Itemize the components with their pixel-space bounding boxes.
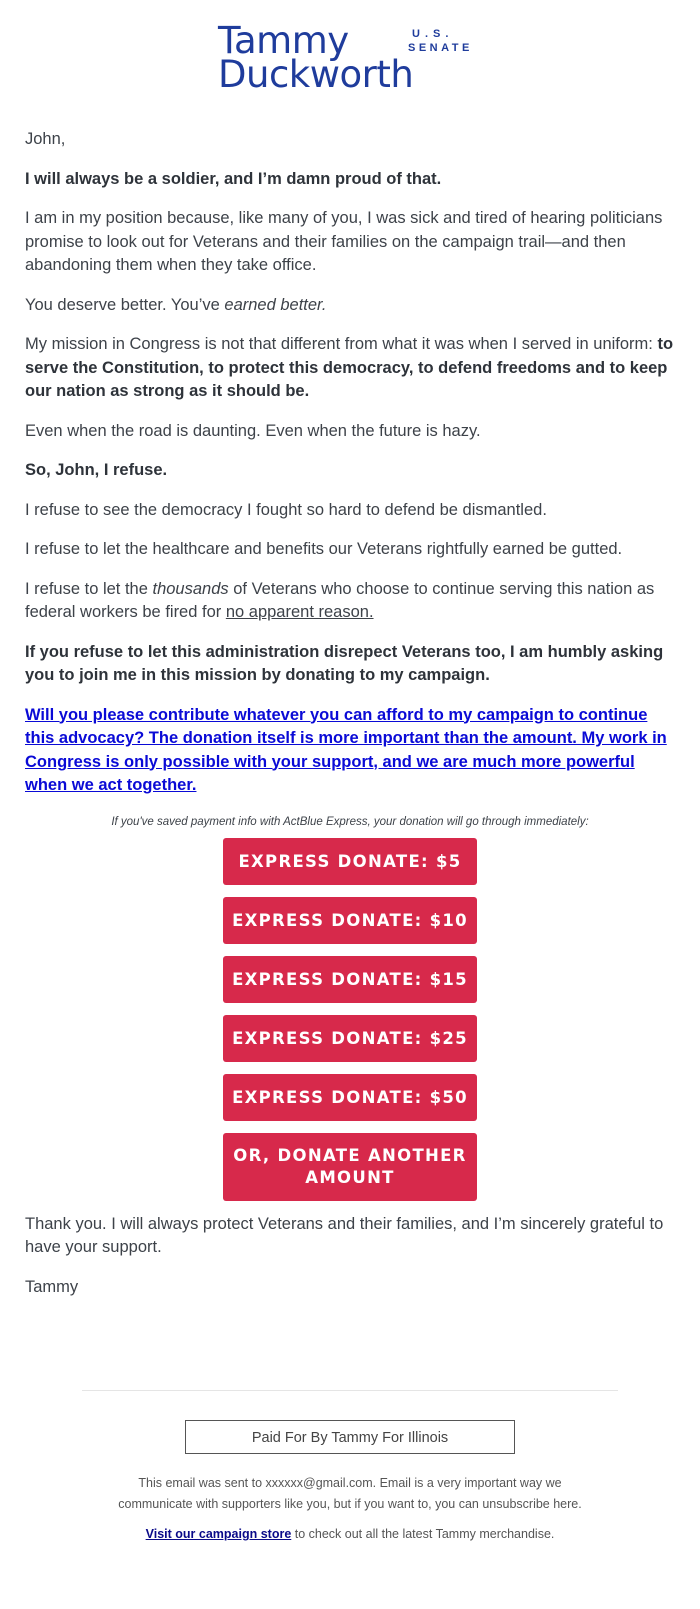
campaign-logo [0,19,700,96]
paragraph-appeal [25,704,675,798]
paragraph-mission [25,333,675,404]
greeting: John, [25,130,66,148]
express-donate-10-button[interactable]: EXPRESS DONATE: $10 [223,897,477,944]
express-donate-50-button[interactable]: EXPRESS DONATE: $50 [223,1074,477,1121]
mission-bold: to serve the Constitution, to protect this democracy, to defend freedoms and to keep our nation as strong as it should be. [25,335,674,400]
paragraph-refuse-healthcare: I refuse to let the healthcare and benefits our Veterans rightfully earned be gutted. [25,540,623,558]
footer-divider [82,1390,618,1391]
deserve-text: You deserve better. You’ve [25,295,225,314]
sent-to-line-1: This email was sent to xxxxxx@gmail.com. Email is a very important way we [138,1476,562,1490]
paragraph-deserve [25,294,675,318]
express-note: If you've saved payment info with ActBlue Express, your donation will go through immediately: [111,815,589,828]
mission-text: My mission in Congress is not that different from what it was when I served in uniform: [25,335,658,353]
paragraph-thanks: Thank you. I will always protect Veterans and their families, and I’m sincerely grateful to have your support. [25,1214,664,1256]
refuse-workers-c: of Veterans who choose to continue serving this nation as federal workers be fired for [25,579,655,621]
express-donate-15-button[interactable]: EXPRESS DONATE: $15 [223,956,477,1003]
refuse-workers-reason: no apparent reason. [225,603,374,621]
paragraph-refuse: So, John, I refuse. [25,461,168,479]
sent-to-line-2: communicate with supporters like you, but if you want to, you can unsubscribe here. [118,1497,582,1511]
express-donate-5-button[interactable]: EXPRESS DONATE: $5 [223,838,477,885]
email-footer [0,1390,700,1541]
paragraph-road: Even when the road is daunting. Even when the future is hazy. [25,421,481,440]
store-text: to check out all the latest Tammy merchandise. [291,1527,555,1541]
paid-for-box: Paid For By Tammy For Illinois [185,1420,515,1454]
paragraph-refuse-workers [25,578,675,625]
email-body [25,128,675,1315]
paragraph-refuse-democracy: I refuse to see the democracy I fought so hard to defend be dismantled. [25,500,547,519]
refuse-workers-a: I refuse to let the [25,579,153,598]
paragraph-soldier: I will always be a soldier, and I’m damn proud of that. [25,169,442,188]
appeal-link[interactable]: Will you please contribute whatever you can afford to my campaign to continue this advocacy? The donation itself is more important than the amount. My work in Congress is only possible with your support, and we are much more powerful when we act together. [25,705,667,794]
logo-first-name: Tammy [218,19,349,62]
logo-us: U.S. [412,28,454,40]
logo-last-name: Duckworth [218,53,414,96]
signoff: Tammy [25,1277,79,1296]
logo-senate: SENATE [408,42,473,54]
donate-buttons [25,838,675,1201]
paragraph-position: I am in my position because, like many of you, I was sick and tired of hearing politicians promise to look out for Veterans and their families on the campaign trail—and then abandoning them when they take office. [25,209,663,274]
donate-other-amount-button[interactable]: OR, DONATE ANOTHER AMOUNT [223,1133,477,1201]
store-line [0,1527,700,1541]
campaign-store-link[interactable]: Visit our campaign store [145,1527,292,1541]
deserve-emphasis: earned better. [224,295,327,314]
refuse-workers-thousands: thousands [152,579,229,598]
paragraph-ask: If you refuse to let this administration disrepect Veterans too, I am humbly asking you to join me in this mission by donating to my campaign. [25,642,664,684]
sent-to-notice [0,1473,700,1515]
express-donate-25-button[interactable]: EXPRESS DONATE: $25 [223,1015,477,1062]
